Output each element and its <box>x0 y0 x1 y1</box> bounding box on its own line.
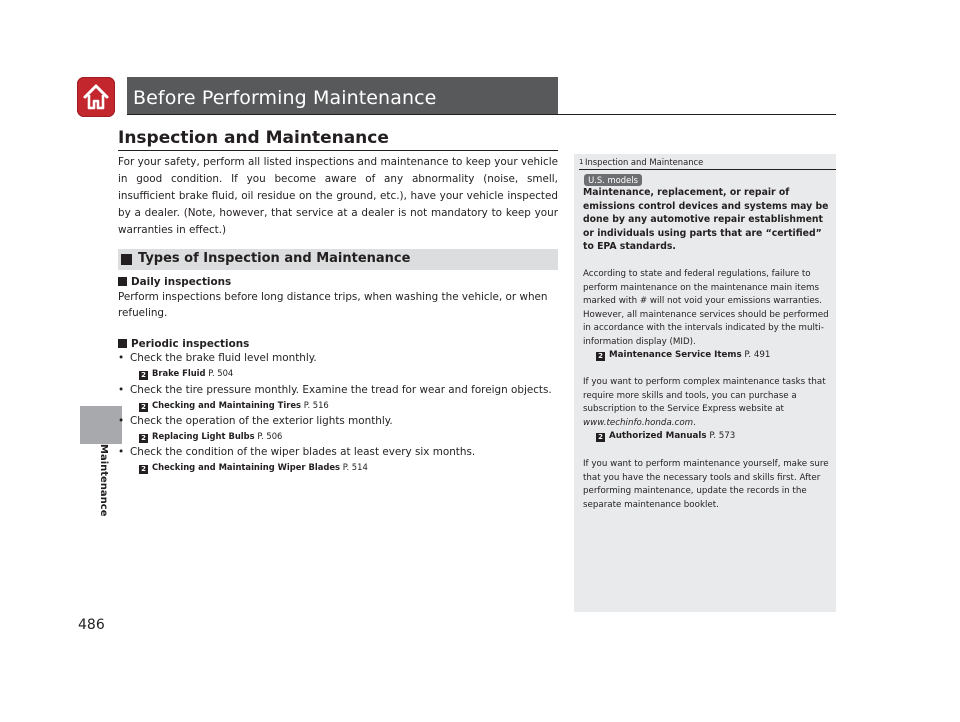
reference-arrow-icon: 2 <box>139 465 148 474</box>
list-item: • Check the operation of the exterior lights monthly. <box>118 415 393 427</box>
square-bullet-icon <box>118 339 127 348</box>
side-note-rule <box>579 169 836 170</box>
reference-label: Replacing Light Bulbs <box>152 431 255 441</box>
cross-reference[interactable] <box>596 350 770 361</box>
section-title: Inspection and Maintenance <box>118 128 389 148</box>
square-bullet-icon <box>118 277 127 286</box>
periodic-heading <box>118 338 249 350</box>
reference-label: Authorized Manuals <box>609 431 707 441</box>
reference-page: P. 573 <box>709 431 736 441</box>
reference-arrow-icon: 2 <box>139 434 148 443</box>
side-note-title <box>579 157 703 167</box>
list-item-text: Check the condition of the wiper blades at least every six months. <box>130 446 476 458</box>
daily-heading-text: Daily inspections <box>131 276 232 288</box>
home-icon <box>81 81 111 113</box>
reference-page: P. 504 <box>208 368 234 378</box>
website-link[interactable]: www.techinfo.honda.com <box>583 418 694 428</box>
reference-arrow-icon: 2 <box>596 433 605 442</box>
title-rule <box>127 114 836 115</box>
daily-heading <box>118 276 231 288</box>
side-note-title-text: Inspection and Maintenance <box>585 157 704 167</box>
square-bullet-icon <box>121 254 132 265</box>
reference-page: P. 516 <box>303 400 329 410</box>
reference-label: Maintenance Service Items <box>609 350 742 360</box>
reference-arrow-icon: 2 <box>596 352 605 361</box>
daily-text: Perform inspections before long distance trips, when washing the vehicle, or when refueling. <box>118 291 548 319</box>
reference-page: P. 514 <box>342 462 368 472</box>
list-item-text: Check the tire pressure monthly. Examine the tread for wear and foreign objects. <box>130 384 552 396</box>
page-number: 486 <box>78 617 105 633</box>
subheading-text: Types of Inspection and Maintenance <box>138 251 411 266</box>
cross-reference[interactable] <box>139 400 329 412</box>
us-models-badge: U.S. models <box>584 174 642 186</box>
subheading-bar <box>118 249 558 270</box>
chapter-title-bar <box>127 77 558 115</box>
reference-label: Brake Fluid <box>152 368 206 378</box>
list-item-text: Check the brake fluid level monthly. <box>130 352 317 364</box>
list-item: • Check the brake fluid level monthly. <box>118 352 317 364</box>
reference-label: Checking and Maintaining Wiper Blades <box>152 462 341 472</box>
chapter-title: Before Performing Maintenance <box>133 87 437 109</box>
side-note-bold: Maintenance, replacement, or repair of emissions control devices and systems may be done by any automotive repair establishment or individuals using parts that are “certified” to EPA standards. <box>583 187 829 252</box>
periodic-heading-text: Periodic inspections <box>131 338 250 350</box>
sidebar-label: Maintenance <box>98 444 109 517</box>
side-note-paragraph: If you want to perform maintenance yourself, make sure that you have the necessary tools and skills first. After performing maintenance, update the records in the separate maintenance booklet. <box>583 459 829 510</box>
section-rule <box>118 150 558 151</box>
side-note-marker: 1 <box>579 158 584 166</box>
sidebar-tab[interactable] <box>80 406 122 444</box>
side-note-paragraph: If you want to perform complex maintenance tasks that require more skills and tools, you can purchase a subscription to the Service Express website at <box>583 377 826 414</box>
reference-label: Checking and Maintaining Tires <box>152 400 302 410</box>
list-item: • Check the condition of the wiper blades at least every six months. <box>118 446 476 458</box>
cross-reference[interactable] <box>596 431 735 442</box>
side-note-paragraph: According to state and federal regulations, failure to perform maintenance on the maintenance main items marked with # will not void your emissions warranties. However, all maintenance services should be performed in accordance with the intervals indicated by the multi-information display (MID). <box>583 269 829 347</box>
intro-paragraph: For your safety, perform all listed inspections and maintenance to keep your vehicle in good condition. If you become aware of any abnormality (noise, smell, insufficient brake fluid, oil residue on the ground, etc.), have your vehicle inspected by a dealer. (Note, however, that service at a dealer is not mandatory to keep your warranties in effect.) <box>118 156 558 236</box>
cross-reference[interactable] <box>139 431 282 443</box>
cross-reference[interactable] <box>139 462 368 474</box>
side-note-website-line: www.techinfo.honda.com. <box>583 418 696 428</box>
reference-arrow-icon: 2 <box>139 371 148 380</box>
list-item: • Check the tire pressure monthly. Examine the tread for wear and foreign objects. <box>118 384 552 396</box>
home-button[interactable] <box>77 77 115 117</box>
reference-page: P. 491 <box>744 350 771 360</box>
list-item-text: Check the operation of the exterior lights monthly. <box>130 415 393 427</box>
reference-arrow-icon: 2 <box>139 403 148 412</box>
cross-reference[interactable] <box>139 368 233 380</box>
reference-page: P. 506 <box>257 431 283 441</box>
